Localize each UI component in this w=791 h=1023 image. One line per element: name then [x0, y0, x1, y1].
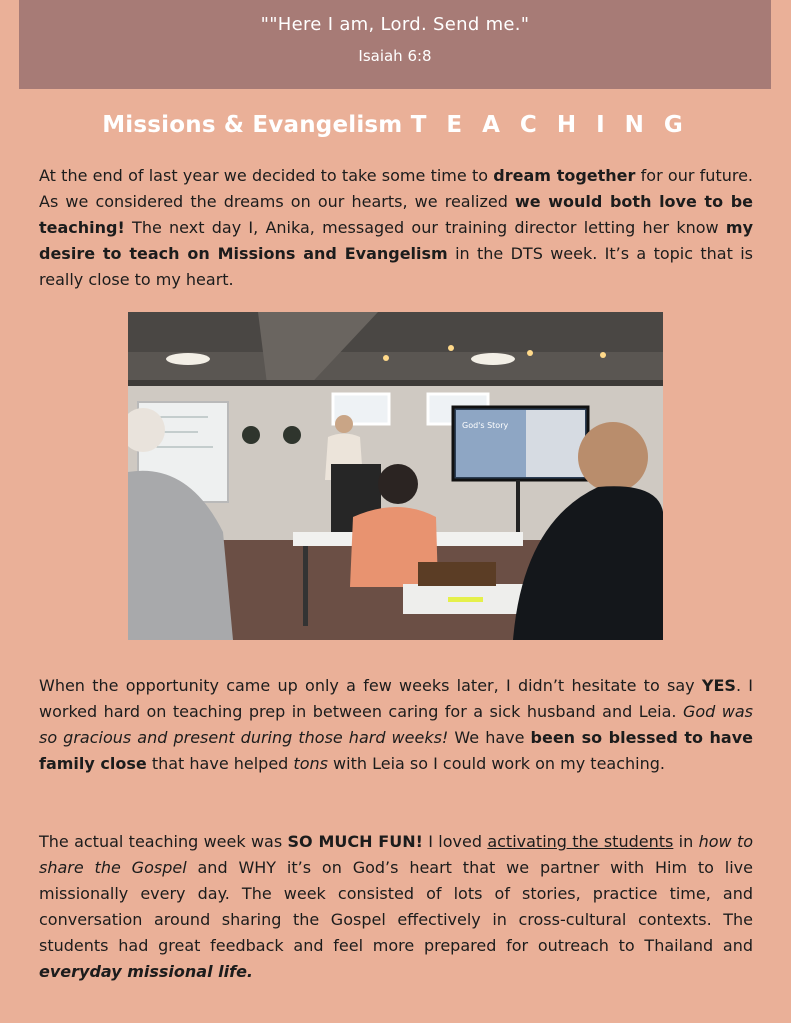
bold-run: SO MUCH FUN!	[287, 832, 423, 851]
classroom-photo	[128, 312, 663, 640]
text-run: in	[673, 832, 699, 851]
ceiling-light	[166, 353, 210, 365]
text-run: We have	[448, 728, 531, 747]
hanging-bulb	[448, 345, 454, 351]
scripture-quote: ""Here I am, Lord. Send me."	[260, 14, 530, 35]
classroom-illustration	[128, 312, 663, 640]
paragraph-opportunity	[39, 673, 753, 777]
text-run: I loved	[422, 832, 488, 851]
section-title	[0, 112, 791, 138]
student-hair	[578, 422, 648, 492]
paragraph-intro	[39, 163, 753, 293]
text-run: and WHY it’s on God’s heart that we partner with Him to live missionally every day. The week consisted of lots of stories, practice time, and conversation around sharing the Gospel effectively in cross-cultural contexts. The students had great feedback and feel more prepared for outreach to Thailand and	[39, 858, 753, 955]
text-run: with Leia so I could work on my teaching.	[327, 754, 665, 773]
scripture-reference: Isaiah 6:8	[358, 47, 432, 65]
hanging-bulb	[527, 350, 533, 356]
ceiling-light	[471, 353, 515, 365]
screen-text: God's Story	[462, 421, 509, 430]
bold-run: dream together	[493, 166, 636, 185]
text-run: The next day I, Anika, messaged our training director letting her know	[124, 218, 726, 237]
scripture-banner	[19, 0, 771, 89]
bold-run: YES	[701, 676, 736, 695]
student-head	[378, 464, 418, 504]
underline-run: activating the students	[487, 832, 674, 851]
bold-run: we would both love to be teaching!	[39, 192, 753, 237]
text-run: When the opportunity came up only a few weeks later, I didn’t hesitate to say	[39, 676, 702, 695]
presenter-head	[335, 415, 353, 433]
text-run: . I worked hard on teaching prep in between caring for a sick husband and Leia.	[39, 676, 754, 721]
paragraph-teaching-week	[39, 829, 753, 985]
hanging-bulb	[383, 355, 389, 361]
wreath	[283, 426, 301, 444]
section-title-main: Missions & Evangelism	[102, 112, 403, 138]
italic-run: God was so gracious and present during those hard weeks!	[39, 702, 754, 747]
hanging-bulb	[600, 352, 606, 358]
wreath	[242, 426, 260, 444]
section-title-spaced: T E A C H I N G	[410, 112, 689, 138]
text-run: At the end of last year we decided to take some time to	[39, 166, 494, 185]
highlighter	[448, 597, 483, 602]
italic-run: tons	[293, 754, 328, 773]
text-run: The actual teaching week was	[39, 832, 288, 851]
bold-italic-run: everyday missional life.	[39, 962, 253, 981]
text-run: in the DTS week. It’s a topic that is really close to my heart.	[39, 244, 754, 289]
bold-run: been so blessed to have family close	[39, 728, 754, 773]
italic-run: how to share the Gospel	[39, 832, 754, 877]
book	[418, 562, 496, 586]
bold-run: my desire to teach on Missions and Evangelism	[39, 218, 753, 263]
text-run: for our future. As we considered the dreams on our hearts, we realized	[39, 166, 754, 211]
text-run: that have helped	[146, 754, 294, 773]
